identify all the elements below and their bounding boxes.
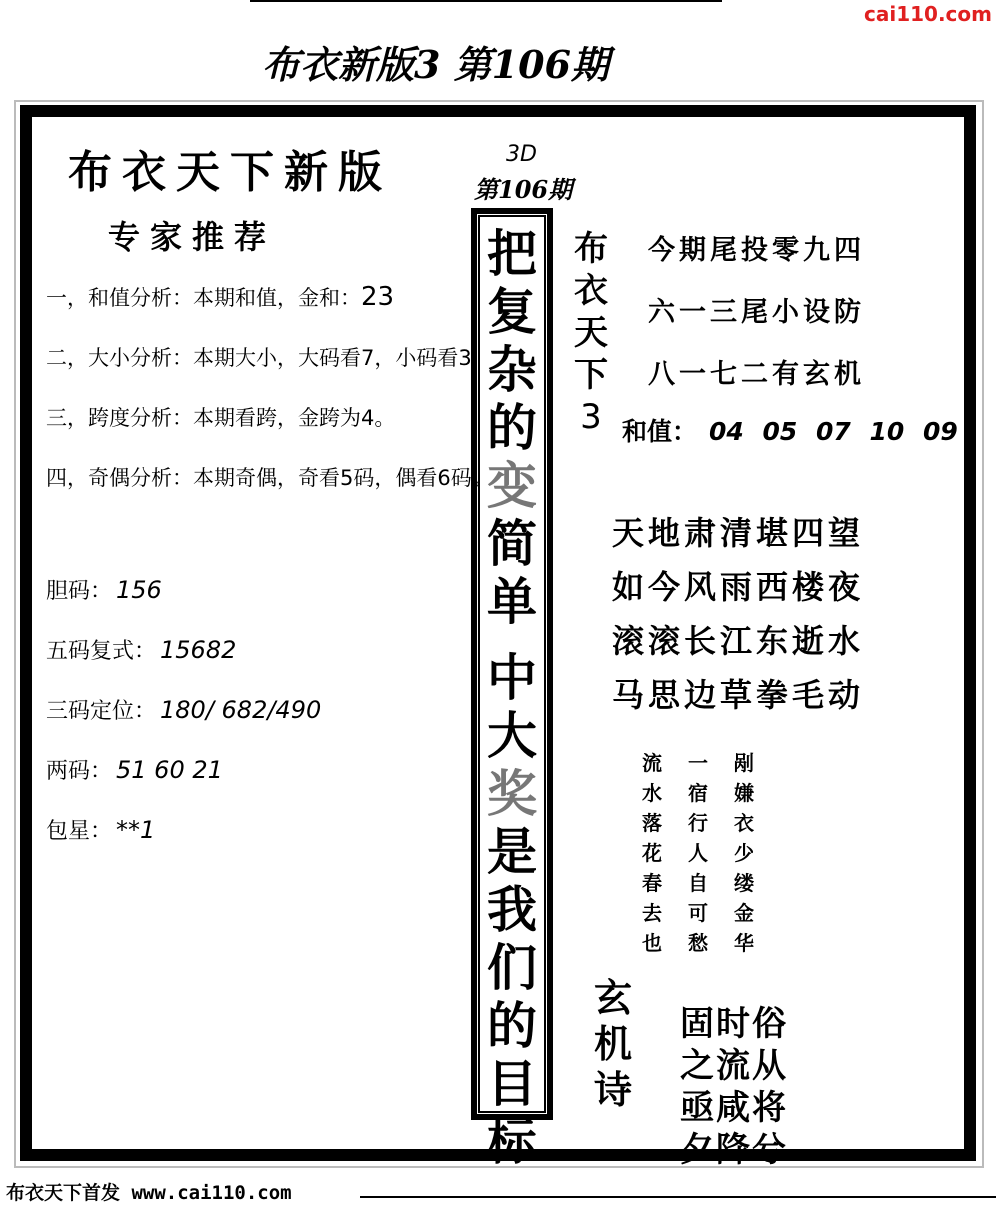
banner-char: 复 [487, 282, 537, 341]
pick-dan-label: 胆码： [46, 579, 113, 604]
small-verse-column [642, 748, 662, 958]
banner-char: 单 [487, 572, 537, 631]
pick-three-label: 三码定位： [46, 699, 157, 724]
banner-char: 标 [487, 1112, 537, 1171]
small-char: 自 [688, 871, 708, 895]
analysis-sum-value: 23 [361, 282, 395, 312]
brand-char: 衣 [574, 271, 608, 311]
left-subtitle: 专家推荐 [108, 218, 277, 256]
mystic-poem-line: 固时俗 [680, 1004, 788, 1044]
page-title: 布衣新版3 第106期 [262, 42, 609, 87]
small-char: 花 [642, 841, 662, 865]
pick-three [46, 694, 321, 725]
verse-line: 如今风雨西楼夜 [612, 568, 865, 606]
small-char: 衣 [734, 811, 754, 835]
banner-char: 中 [487, 648, 537, 707]
game-label: 3D [506, 142, 537, 167]
brand-char: 3 [580, 397, 602, 437]
pick-two-value: 51 60 21 [116, 756, 223, 784]
mystic-char: 机 [594, 1021, 633, 1066]
verse-line: 滚滚长江东逝水 [612, 622, 865, 660]
footer-divider [360, 1196, 996, 1198]
small-char: 剐 [734, 751, 754, 775]
pick-dan-value: 156 [116, 576, 162, 604]
pick-five-label: 五码复式： [46, 639, 157, 664]
pick-star-value: **1 [116, 816, 156, 844]
banner-char: 简 [487, 514, 537, 573]
pick-two-label: 两码： [46, 759, 113, 784]
small-char: 一 [688, 751, 708, 775]
sum-values-list: 04 05 07 10 09 [709, 417, 958, 446]
mystic-poem-line: 夕降兮 [680, 1130, 788, 1170]
pick-two [46, 754, 223, 785]
mystic-poem-line: 亟咸将 [680, 1088, 788, 1128]
issue-label: 第106期 [474, 175, 573, 204]
pick-three-value: 180/ 682/490 [160, 696, 322, 724]
banner-char: 的 [487, 996, 537, 1055]
mystic-char: 玄 [594, 975, 633, 1020]
small-verse-column [688, 748, 708, 958]
analysis-span: 三，跨度分析：本期看跨，金跨为4。 [46, 406, 396, 430]
banner-char: 变 [487, 456, 537, 515]
banner-char: 的 [487, 398, 537, 457]
small-char: 华 [734, 931, 754, 955]
small-char: 可 [688, 901, 708, 925]
small-char: 也 [642, 931, 662, 955]
pick-five-value: 15682 [160, 636, 237, 664]
pick-star-label: 包星： [46, 819, 113, 844]
analysis-sum-text: 一，和值分析：本期和值，金和： [46, 286, 361, 310]
tail-poem-line: 今期尾投零九四 [648, 235, 865, 266]
small-char: 嫌 [734, 781, 754, 805]
small-char: 少 [734, 841, 754, 865]
small-char: 水 [642, 781, 662, 805]
left-title: 布衣天下新版 [68, 147, 392, 198]
tail-poem-line: 八一七二有玄机 [648, 359, 865, 390]
small-char: 去 [642, 901, 662, 925]
verse-line: 马思边草拳毛动 [612, 676, 865, 714]
small-char: 流 [642, 751, 662, 775]
analysis-parity: 四，奇偶分析：本期奇偶，奇看5码，偶看6码。 [46, 466, 493, 490]
small-char: 缕 [734, 871, 754, 895]
sum-values [622, 412, 958, 448]
mystic-poem-line: 之流从 [680, 1046, 788, 1086]
pick-five [46, 634, 236, 665]
banner-char: 把 [487, 224, 537, 283]
verse-line: 天地肃清堪四望 [612, 514, 865, 552]
analysis-sum [46, 282, 394, 312]
small-char: 人 [688, 841, 708, 865]
banner-char: 目 [487, 1054, 537, 1113]
banner-char: 们 [487, 938, 537, 997]
brand-char: 布 [574, 229, 608, 269]
banner-char: 我 [487, 880, 537, 939]
brand-char: 下 [574, 355, 608, 395]
banner-char: 奖 [487, 764, 537, 823]
banner-char: 杂 [487, 340, 537, 399]
slogan-banner-inner [478, 215, 546, 1171]
brand-vertical-label [574, 228, 608, 438]
brand-char: 天 [574, 313, 608, 353]
pick-star [46, 814, 155, 845]
small-char: 春 [642, 871, 662, 895]
sum-values-label: 和值： [622, 417, 698, 446]
small-char: 行 [688, 811, 708, 835]
banner-char: 是 [487, 822, 537, 881]
banner-char: 大 [487, 706, 537, 765]
analysis-size: 二，大小分析：本期大小，大码看7，小码看3 [46, 346, 472, 370]
site-url[interactable]: cai110.com [864, 2, 992, 26]
small-verse-column [734, 748, 754, 958]
small-char: 落 [642, 811, 662, 835]
tail-poem-line: 六一三尾小设防 [648, 297, 865, 328]
pick-dan [46, 574, 162, 605]
footer-credit[interactable]: 布衣天下首发 www.cai110.com [6, 1182, 292, 1204]
small-char: 宿 [688, 781, 708, 805]
small-char: 愁 [688, 931, 708, 955]
mystic-char: 诗 [594, 1067, 633, 1112]
small-char: 金 [734, 901, 754, 925]
mystic-poem-label [594, 975, 632, 1113]
